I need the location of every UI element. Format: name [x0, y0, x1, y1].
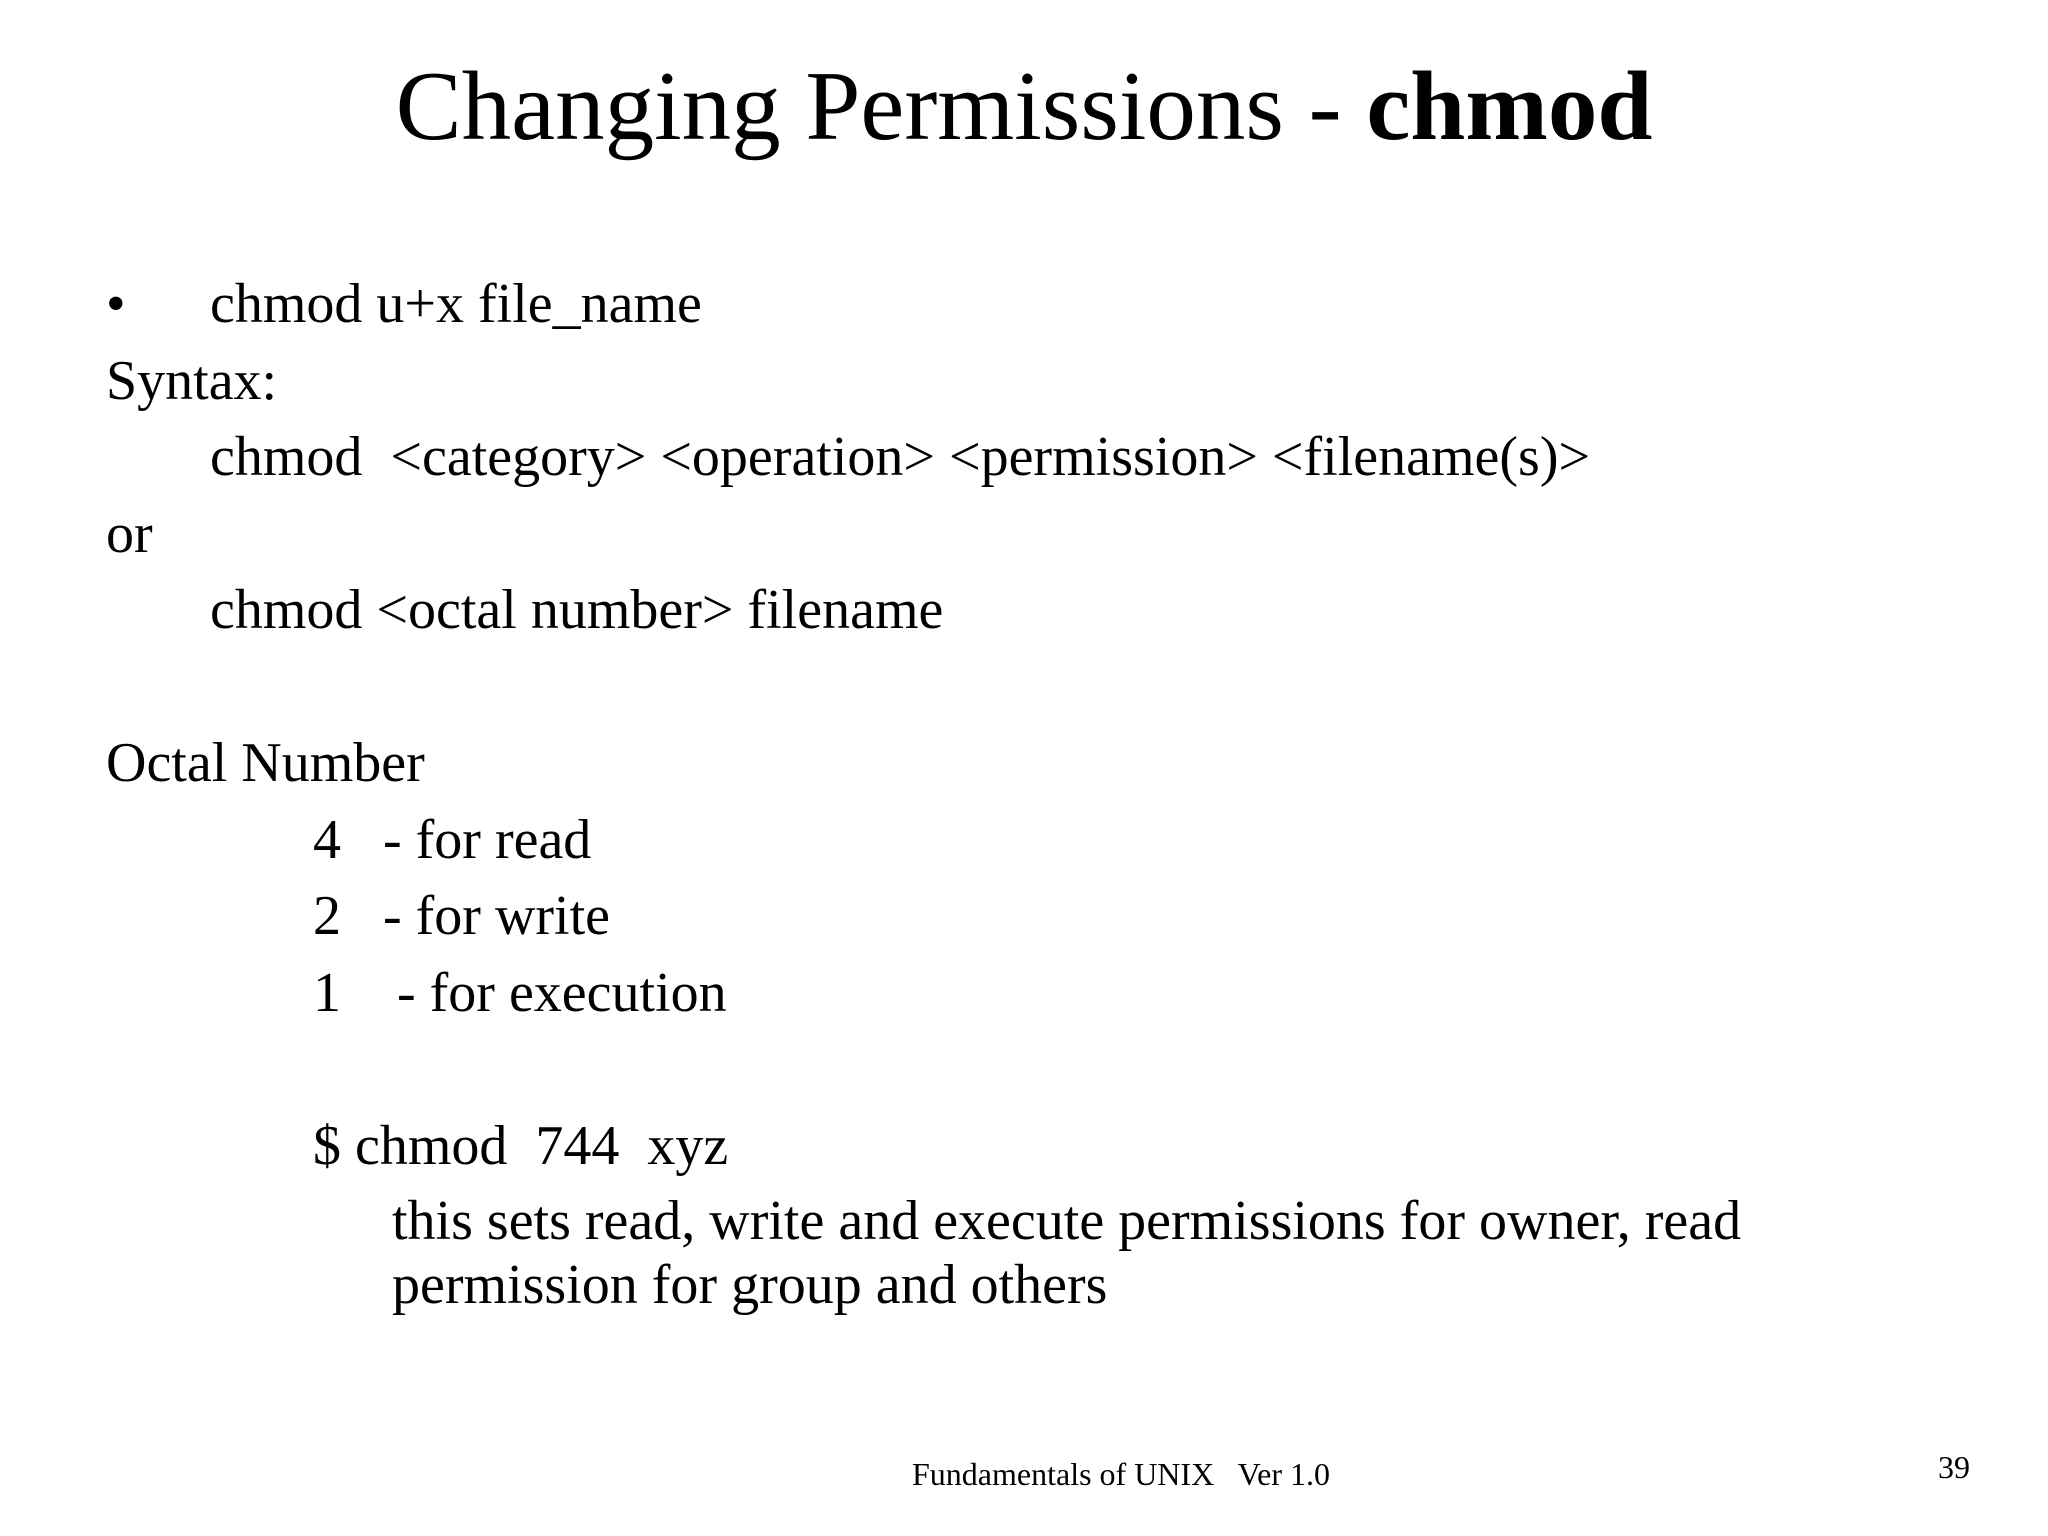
octal-item-read: 4 - for read: [313, 809, 592, 871]
syntax-or-label: or: [106, 503, 153, 565]
octal-item-write: 2 - for write: [313, 885, 611, 947]
syntax-label: Syntax:: [106, 350, 278, 412]
octal-item-execute: 1 - for execution: [313, 962, 727, 1024]
page-number: 39: [1938, 1449, 1970, 1485]
syntax-form-1: chmod <category> <operation> <permission> <filename(s)>: [210, 426, 1591, 488]
title-command: chmod: [1366, 52, 1653, 161]
example-command: $ chmod 744 xyz: [313, 1115, 729, 1177]
octal-heading: Octal Number: [106, 732, 425, 794]
example-explanation-line-1: this sets read, write and execute permissions for owner, read: [392, 1190, 1742, 1252]
title-prefix: Changing Permissions -: [395, 52, 1367, 161]
slide-title: [0, 52, 2048, 162]
syntax-form-2: chmod <octal number> filename: [210, 579, 944, 641]
bullet-text: chmod u+x file_name: [210, 273, 702, 335]
bullet-marker: •: [106, 273, 126, 335]
example-explanation-line-2: permission for group and others: [392, 1254, 1108, 1316]
footer-text: Fundamentals of UNIX Ver 1.0: [912, 1456, 1331, 1492]
